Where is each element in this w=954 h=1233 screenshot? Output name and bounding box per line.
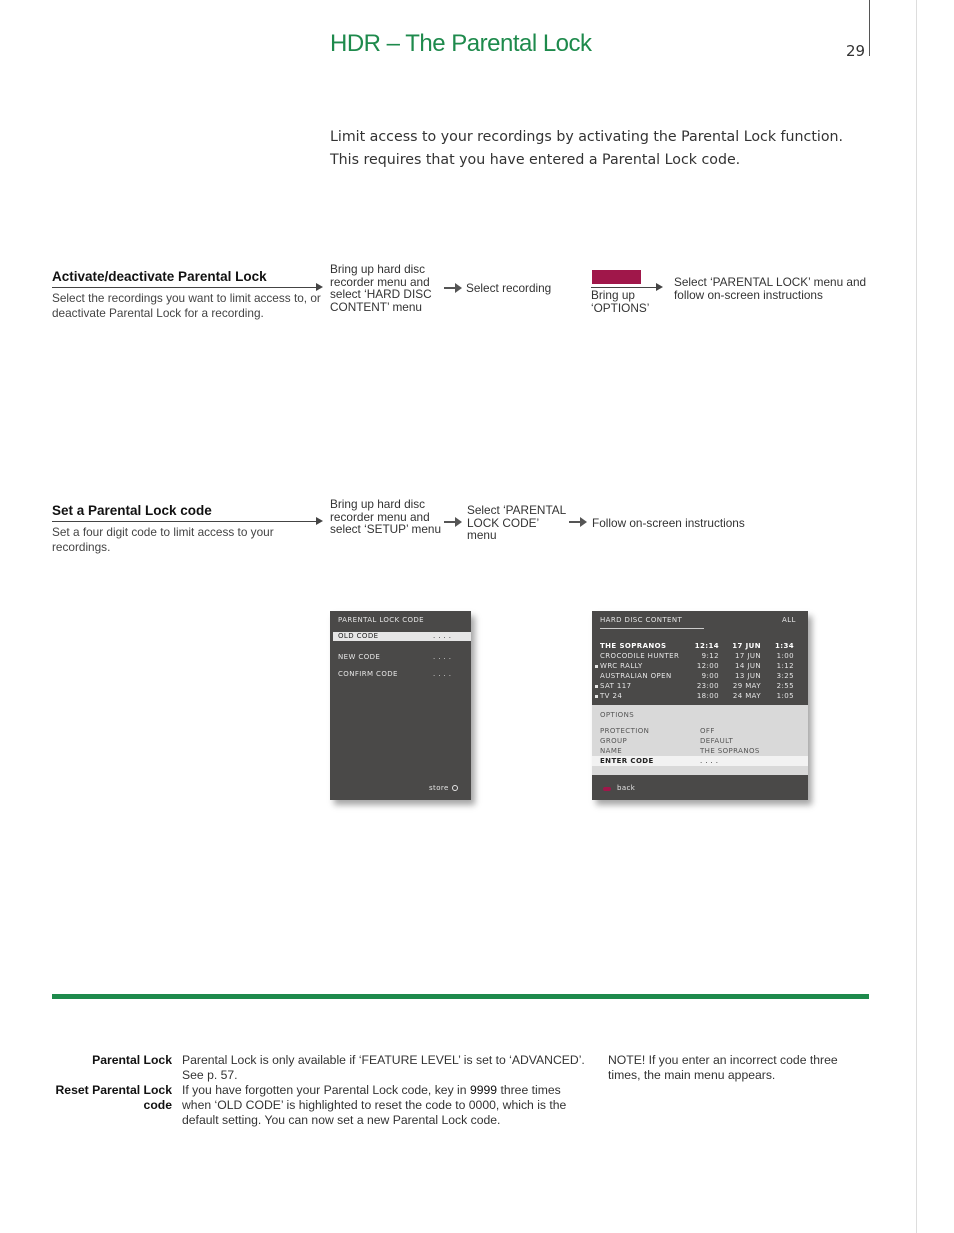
old-code-value: . . . . <box>433 632 452 640</box>
recording-name: AUSTRALIAN OPEN <box>600 672 672 680</box>
enter-code-label[interactable]: ENTER CODE <box>600 757 654 765</box>
confirm-code-label[interactable]: CONFIRM CODE <box>338 670 398 678</box>
options-title: OPTIONS <box>600 711 635 719</box>
options-button-icon <box>592 270 641 284</box>
heading-arrow-icon <box>316 283 323 291</box>
reset-code-value: 9999 <box>469 1083 498 1097</box>
recording-length: 1:12 <box>776 662 794 670</box>
name-label[interactable]: NAME <box>600 747 623 755</box>
screen-title: PARENTAL LOCK CODE <box>338 616 425 624</box>
name-value: THE SOPRANOS <box>700 747 760 755</box>
heading-arrow-icon <box>316 517 323 525</box>
page-title: HDR – The Parental Lock <box>330 30 592 57</box>
store-label[interactable]: store <box>429 784 449 792</box>
enter-code-value: . . . . <box>700 757 719 765</box>
recording-date: 14 JUN <box>735 662 761 670</box>
reset-text-after: three times when ‘OLD CODE’ is highlighted to reset the code to 0000, which is the default setting. You can now set a new Parental Lock code. <box>182 1083 567 1127</box>
group-value: DEFAULT <box>700 737 734 745</box>
store-button-icon[interactable] <box>452 785 458 791</box>
note-term-reset-code: Reset Parental Lock code <box>55 1083 172 1112</box>
recording-time: 18:00 <box>696 692 719 700</box>
recording-date: 17 JUN <box>732 642 761 650</box>
step-follow-instructions: Follow on-screen instructions <box>592 516 745 530</box>
protection-label[interactable]: PROTECTION <box>600 727 650 735</box>
recording-time: 9:00 <box>701 672 719 680</box>
marked-square-icon <box>595 665 598 668</box>
recording-time: 12:14 <box>694 642 719 650</box>
recording-length: 1:05 <box>776 692 794 700</box>
filter-label: ALL <box>782 616 796 624</box>
marked-square-icon <box>595 695 598 698</box>
section-heading-activate: Activate/deactivate Parental Lock <box>52 269 267 284</box>
back-button-icon[interactable] <box>603 787 611 791</box>
recording-row[interactable] <box>592 652 808 662</box>
section-heading-underline <box>52 287 318 288</box>
recording-row[interactable] <box>592 662 808 672</box>
recording-row[interactable] <box>592 672 808 682</box>
recording-time: 9:12 <box>701 652 719 660</box>
step-bring-up-options: Bring up ‘OPTIONS’ <box>591 288 650 315</box>
recording-row[interactable] <box>592 692 808 702</box>
confirm-code-value: . . . . <box>433 670 452 678</box>
section-heading-set-code: Set a Parental Lock code <box>52 503 212 518</box>
old-code-label: OLD CODE <box>338 632 379 640</box>
back-label[interactable]: back <box>617 784 636 792</box>
step-setup-menu: Bring up hard disc recorder menu and select ‘SETUP’ menu <box>330 497 442 536</box>
intro-text: Limit access to your recordings by activating the Parental Lock function. This requires that you have entered a Parental Lock code. <box>330 129 844 168</box>
recording-name: SAT 117 <box>600 682 632 690</box>
note-term-parental-lock: Parental Lock <box>92 1053 172 1067</box>
recording-name: WRC RALLY <box>600 662 643 670</box>
page-edge-line <box>916 0 917 1233</box>
note-incorrect-code: NOTE! If you enter an incorrect code three times, the main menu appears. <box>608 1053 838 1082</box>
recording-length: 3:25 <box>776 672 794 680</box>
arrow-right-icon <box>444 517 462 527</box>
arrow-right-icon <box>444 283 462 293</box>
title-underline <box>600 628 704 629</box>
arrow-right-icon <box>569 517 587 527</box>
new-code-label[interactable]: NEW CODE <box>338 653 381 661</box>
page-number: 29 <box>846 42 866 60</box>
recording-row[interactable] <box>592 682 808 692</box>
screen-title: HARD DISC CONTENT <box>600 616 683 624</box>
recording-date: 24 MAY <box>732 692 761 700</box>
parental-lock-code-screen <box>330 611 471 800</box>
recording-time: 23:00 <box>696 682 719 690</box>
recording-row[interactable] <box>592 642 808 652</box>
header-divider-line <box>869 0 870 56</box>
recording-date: 29 MAY <box>732 682 761 690</box>
recording-date: 17 JUN <box>735 652 761 660</box>
recording-name: CROCODILE HUNTER <box>600 652 680 660</box>
section-description-activate: Select the recordings you want to limit access to, or deactivate Parental Lock for a recording. <box>52 291 321 320</box>
section-heading-underline <box>52 521 318 522</box>
reset-text-before: If you have forgotten your Parental Lock code, key in <box>182 1083 470 1097</box>
recording-date: 13 JUN <box>735 672 761 680</box>
protection-value: OFF <box>700 727 715 735</box>
step-parental-lock-code-menu: Select ‘PARENTAL LOCK CODE’ menu <box>467 503 566 542</box>
recording-length: 1:00 <box>776 652 794 660</box>
step-select-recording: Select recording <box>466 281 552 295</box>
hard-disc-content-screen <box>592 611 808 800</box>
recording-name: TV 24 <box>600 692 623 700</box>
recording-time: 12:00 <box>696 662 719 670</box>
note-text-parental-lock: Parental Lock is only available if ‘FEATURE LEVEL’ is set to ‘ADVANCED’. See p. 57. <box>182 1053 585 1082</box>
section-divider-bar <box>52 994 869 999</box>
group-label[interactable]: GROUP <box>600 737 628 745</box>
recording-length: 1:34 <box>774 642 794 650</box>
recording-length: 2:55 <box>776 682 794 690</box>
step-select-parental-lock: Select ‘PARENTAL LOCK’ menu and follow on-screen instructions <box>674 275 867 302</box>
marked-square-icon <box>595 685 598 688</box>
step-hard-disc-content: Bring up hard disc recorder menu and select ‘HARD DISC CONTENT’ menu <box>330 262 432 314</box>
note-text-reset-code <box>182 1083 582 1128</box>
new-code-value: . . . . <box>433 653 452 661</box>
section-description-set-code: Set a four digit code to limit access to your recordings. <box>52 525 274 554</box>
recording-name: THE SOPRANOS <box>600 642 667 650</box>
